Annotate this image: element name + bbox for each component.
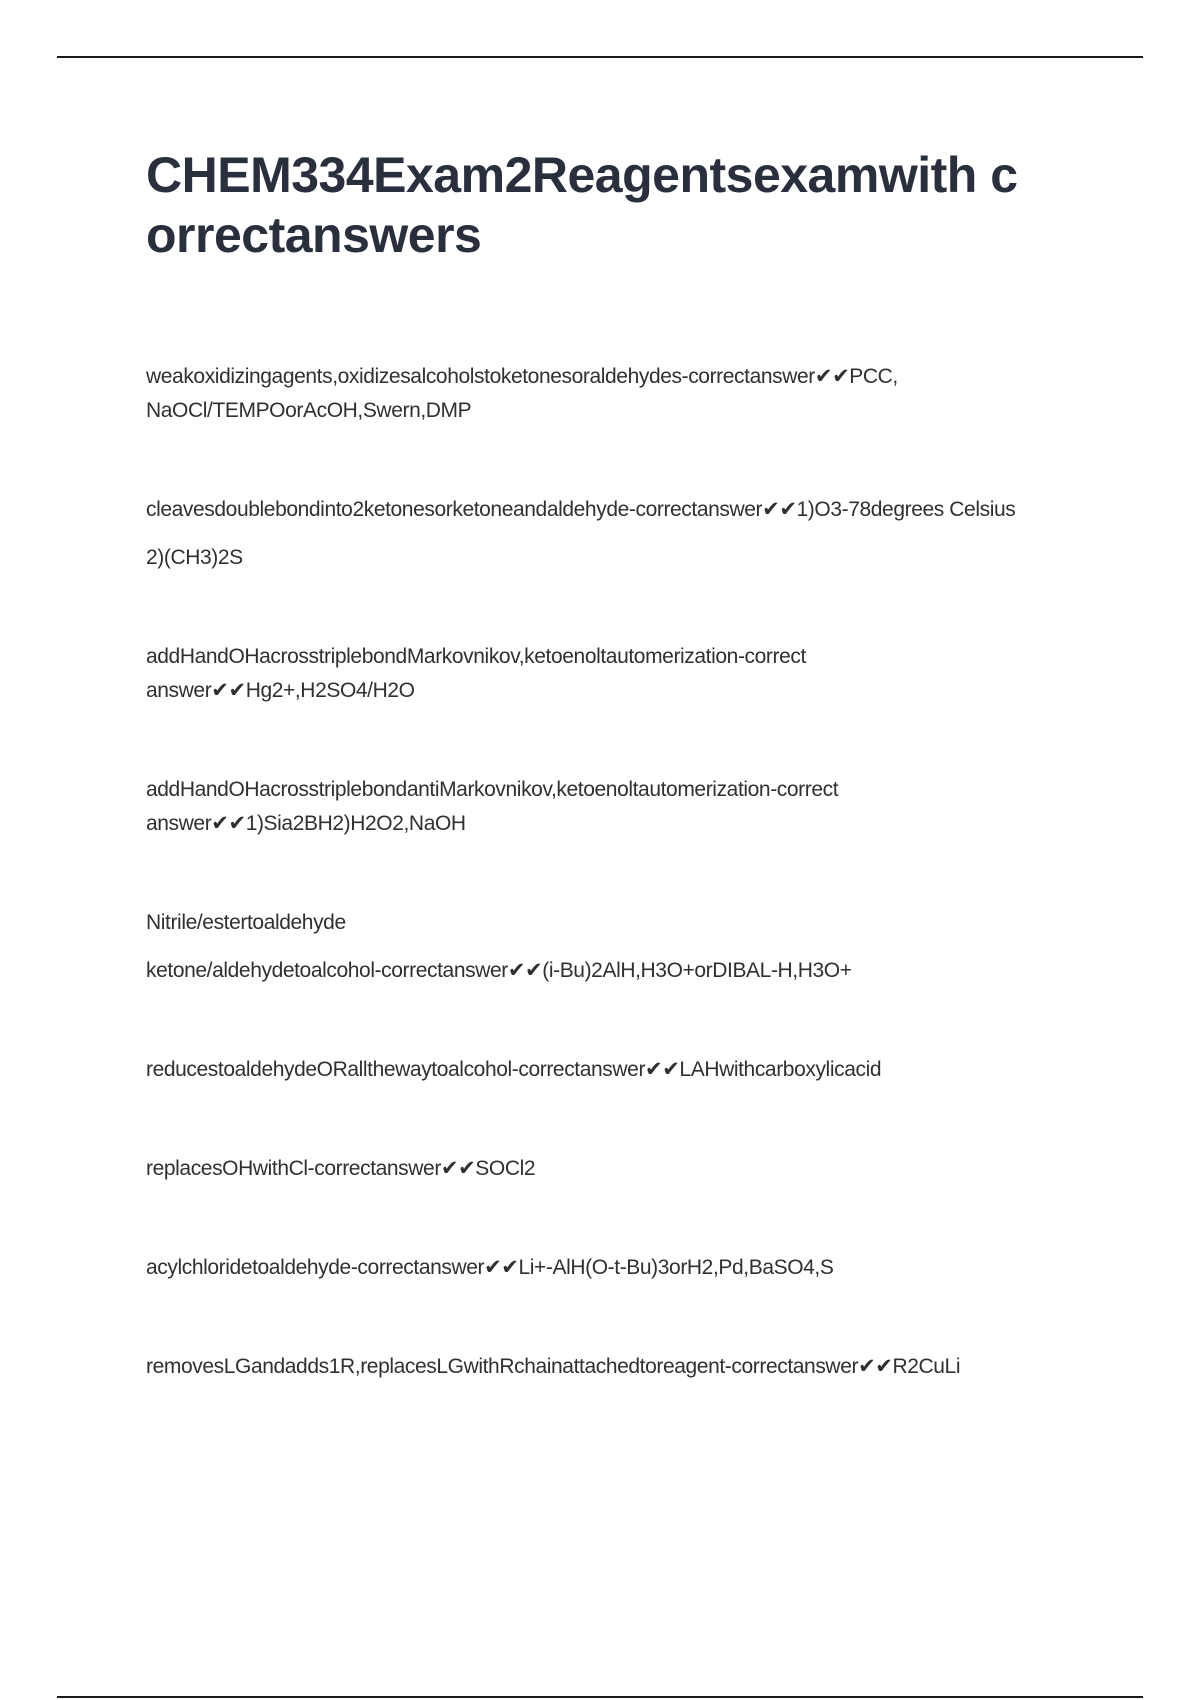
qa-list	[146, 360, 1046, 1384]
qa-text: 2)(CH3)2S	[146, 546, 243, 569]
qa-entry	[146, 1251, 1046, 1285]
qa-entry	[146, 360, 1046, 428]
qa-entry	[146, 1053, 1046, 1087]
qa-text: replacesOHwithCl-correctanswer✔✔SOCl2	[146, 1157, 536, 1180]
qa-entry	[146, 773, 1046, 841]
qa-entry	[146, 1152, 1046, 1186]
qa-text: ketone/aldehydetoalcohol-correctanswer✔✔(i-Bu)2AlH,H3O+orDIBAL-H,H3O+	[146, 959, 852, 982]
qa-entry	[146, 640, 1046, 708]
qa-entry	[146, 906, 1046, 988]
qa-text: reducestoaldehydeORallthewaytoalcohol-correctanswer✔✔LAHwithcarboxylicacid	[146, 1058, 882, 1081]
qa-text: removesLGandadds1R,replacesLGwithRchainattachedtoreagent-correctanswer✔✔R2CuLi	[146, 1355, 961, 1378]
qa-entry	[146, 493, 1046, 575]
document-body	[146, 145, 1046, 1384]
header-rule	[57, 56, 1143, 58]
document-title: CHEM334Exam2Reagentsexamwith correctanswers	[146, 147, 1018, 263]
qa-text: addHandOHacrosstriplebondMarkovnikov,ketoenoltautomerization-correct answer✔✔Hg2+,H2SO4/H2O	[146, 645, 806, 702]
qa-text: cleavesdoublebondinto2ketonesorketoneandaldehyde-correctanswer✔✔1)O3-78degrees Celsius	[146, 498, 1016, 521]
qa-text: addHandOHacrosstriplebondantiMarkovnikov,ketoenoltautomerization-correct answer✔✔1)Sia2BH2)H2O2,NaOH	[146, 778, 839, 835]
footer-rule	[57, 1696, 1143, 1698]
qa-text: Nitrile/estertoaldehyde	[146, 911, 346, 934]
qa-text: acylchloridetoaldehyde-correctanswer✔✔Li+-AlH(O-t-Bu)3orH2,Pd,BaSO4,S	[146, 1256, 834, 1279]
qa-entry	[146, 1350, 1046, 1384]
qa-text: weakoxidizingagents,oxidizesalcoholstoketonesoraldehydes-correctanswer✔✔PCC, NaOCl/TEMPOorAcOH,Swern,DMP	[146, 365, 898, 422]
